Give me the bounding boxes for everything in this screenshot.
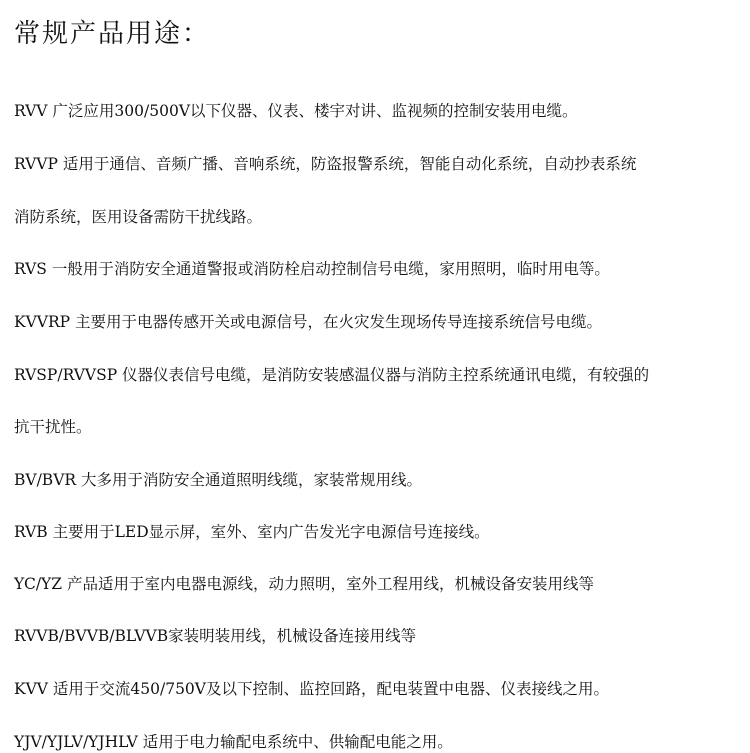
usage-line-rvvp: RVVP 适用于通信、音频广播、音响系统，防盗报警系统，智能自动化系统，自动抄表系统 <box>14 155 637 173</box>
usage-line-rvvb: RVVB/BVVB/BLVVB家装明装用线，机械设备连接用线等 <box>14 627 417 645</box>
usage-line-rvv: RVV 广泛应用300/500V以下仪器、仪表、楼宇对讲、监视频的控制安装用电缆。 <box>14 102 578 120</box>
page-title: 常规产品用途： <box>14 19 211 49</box>
usage-line-kvv: KVV 适用于交流450/750V及以下控制、监控回路，配电装置中电器、仪表接线之用。 <box>14 680 609 698</box>
usage-line-yc: YC/YZ 产品适用于室内电器电源线，动力照明，室外工程用线，机械设备安装用线等 <box>14 575 594 593</box>
usage-line-rvvp-cont: 消防系统，医用设备需防干扰线路。 <box>14 208 263 226</box>
usage-line-kvvrp: KVVRP 主要用于电器传感开关或电源信号，在火灾发生现场传导连接系统信号电缆。 <box>14 313 602 331</box>
usage-line-rvb: RVB 主要用于LED显示屏，室外、室内广告发光字电源信号连接线。 <box>14 523 490 541</box>
usage-line-rvsp: RVSP/RVVSP 仪器仪表信号电缆，是消防安装感温仪器与消防主控系统通讯电缆，有较强的 <box>14 366 650 384</box>
usage-line-rvs: RVS 一般用于消防安全通道警报或消防栓启动控制信号电缆，家用照明，临时用电等。 <box>14 260 610 278</box>
usage-line-bv: BV/BVR 大多用于消防安全通道照明线缆，家装常规用线。 <box>14 471 422 489</box>
usage-line-yjv: YJV/YJLV/YJHLV 适用于电力输配电系统中、供输配电能之用。 <box>14 733 453 751</box>
usage-line-rvsp-cont: 抗干扰性。 <box>14 418 92 436</box>
